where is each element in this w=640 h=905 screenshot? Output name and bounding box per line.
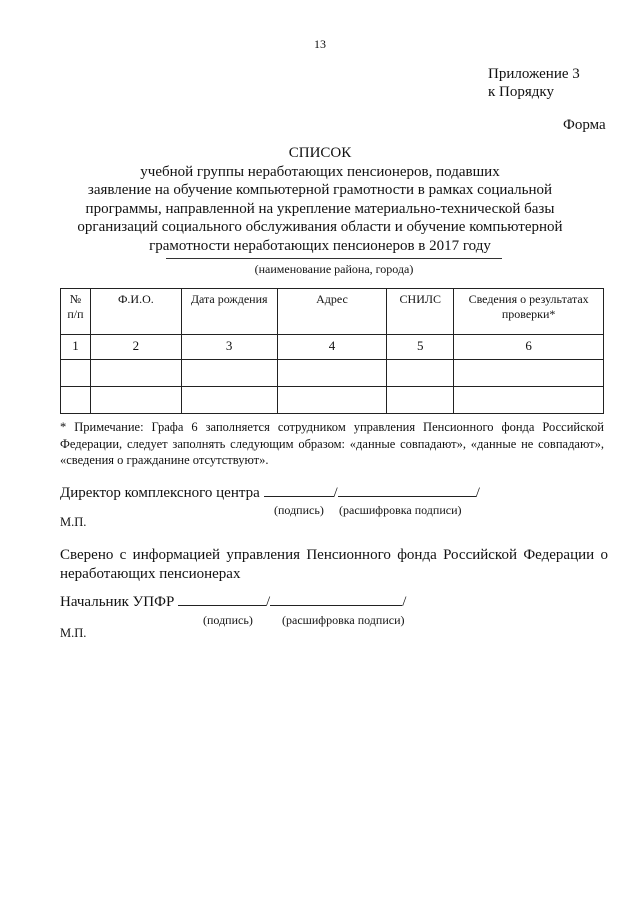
- column-header-birthdate: Дата рождения: [181, 289, 277, 335]
- table-footnote: * Примечание: Графа 6 заполняется сотрудником управления Пенсионного фонда Российской Федерации, следует заполнять следующим образом: «данные совпадают», «данные не совпадают», «сведения о гражданине отсутствуют».: [60, 420, 604, 467]
- table-cell[interactable]: [61, 387, 91, 414]
- upfr-signature-row: Начальник УПФР / /: [60, 594, 407, 610]
- table-cell[interactable]: [387, 387, 454, 414]
- column-number: 6: [454, 335, 604, 360]
- table-cell[interactable]: [277, 387, 387, 414]
- appendix-line-2: к Порядку: [488, 84, 554, 100]
- table-cell[interactable]: [454, 387, 604, 414]
- column-number: 1: [61, 335, 91, 360]
- upfr-signature-caption: (подпись): [203, 613, 253, 627]
- title-line: заявление на обучение компьютерной грамотности в рамках социальной: [87, 182, 553, 198]
- district-name-line[interactable]: [166, 258, 502, 259]
- column-number: 5: [387, 335, 454, 360]
- district-name-caption: (наименование района, города): [254, 262, 414, 276]
- title-line: организаций социального обслуживания области и обучение компьютерной: [77, 219, 563, 235]
- column-header-fio: Ф.И.О.: [90, 289, 181, 335]
- title-line: учебной группы неработающих пенсионеров, подавших: [140, 163, 500, 180]
- stamp-place-label: М.П.: [60, 515, 87, 529]
- director-signature-field[interactable]: [264, 484, 334, 497]
- table-cell[interactable]: [181, 360, 277, 387]
- table-cell[interactable]: [454, 360, 604, 387]
- appendix-line-1: Приложение 3: [488, 66, 580, 82]
- column-number-row: [61, 335, 604, 360]
- appendix-reference: [488, 65, 580, 101]
- director-signature-row: Директор комплексного центра / /: [60, 485, 480, 501]
- stamp-place-label: М.П.: [60, 626, 87, 640]
- director-signature-caption: (подпись): [274, 503, 324, 517]
- column-header-check-results: Сведения о результатах проверки*: [454, 289, 604, 335]
- director-decoding-field[interactable]: [338, 484, 476, 497]
- upfr-decoding-field[interactable]: [270, 593, 402, 606]
- director-label: Директор комплексного центра: [60, 485, 260, 501]
- upfr-signature-field[interactable]: [178, 593, 266, 606]
- table-cell[interactable]: [90, 360, 181, 387]
- column-number: 2: [90, 335, 181, 360]
- table-cell[interactable]: [90, 387, 181, 414]
- table-cell[interactable]: [387, 360, 454, 387]
- column-header-address: Адрес: [277, 289, 387, 335]
- document-title: [60, 144, 580, 255]
- column-number: 4: [277, 335, 387, 360]
- title-line: программы, направленной на укрепление материально-технической базы: [85, 200, 555, 217]
- director-decoding-caption: (расшифровка подписи): [339, 503, 462, 517]
- verification-statement: Сверено с информацией управления Пенсионного фонда Российской Федерации о неработающих пенсионерах: [60, 547, 608, 582]
- group-table: [60, 288, 604, 414]
- page-number: 13: [314, 37, 326, 51]
- column-number: 3: [181, 335, 277, 360]
- table-cell[interactable]: [61, 360, 91, 387]
- title-line: грамотности неработающих пенсионеров в 2017 году: [149, 237, 491, 254]
- table-header-row: [61, 289, 604, 335]
- title-heading: СПИСОК: [288, 145, 352, 161]
- table-row: [61, 360, 604, 387]
- table-cell[interactable]: [181, 387, 277, 414]
- column-header-snils: СНИЛС: [387, 289, 454, 335]
- table-cell[interactable]: [277, 360, 387, 387]
- column-header-number: № п/п: [61, 289, 91, 335]
- upfr-decoding-caption: (расшифровка подписи): [282, 613, 405, 627]
- table-row: [61, 387, 604, 414]
- form-label: Форма: [563, 117, 606, 133]
- upfr-head-label: Начальник УПФР: [60, 594, 175, 610]
